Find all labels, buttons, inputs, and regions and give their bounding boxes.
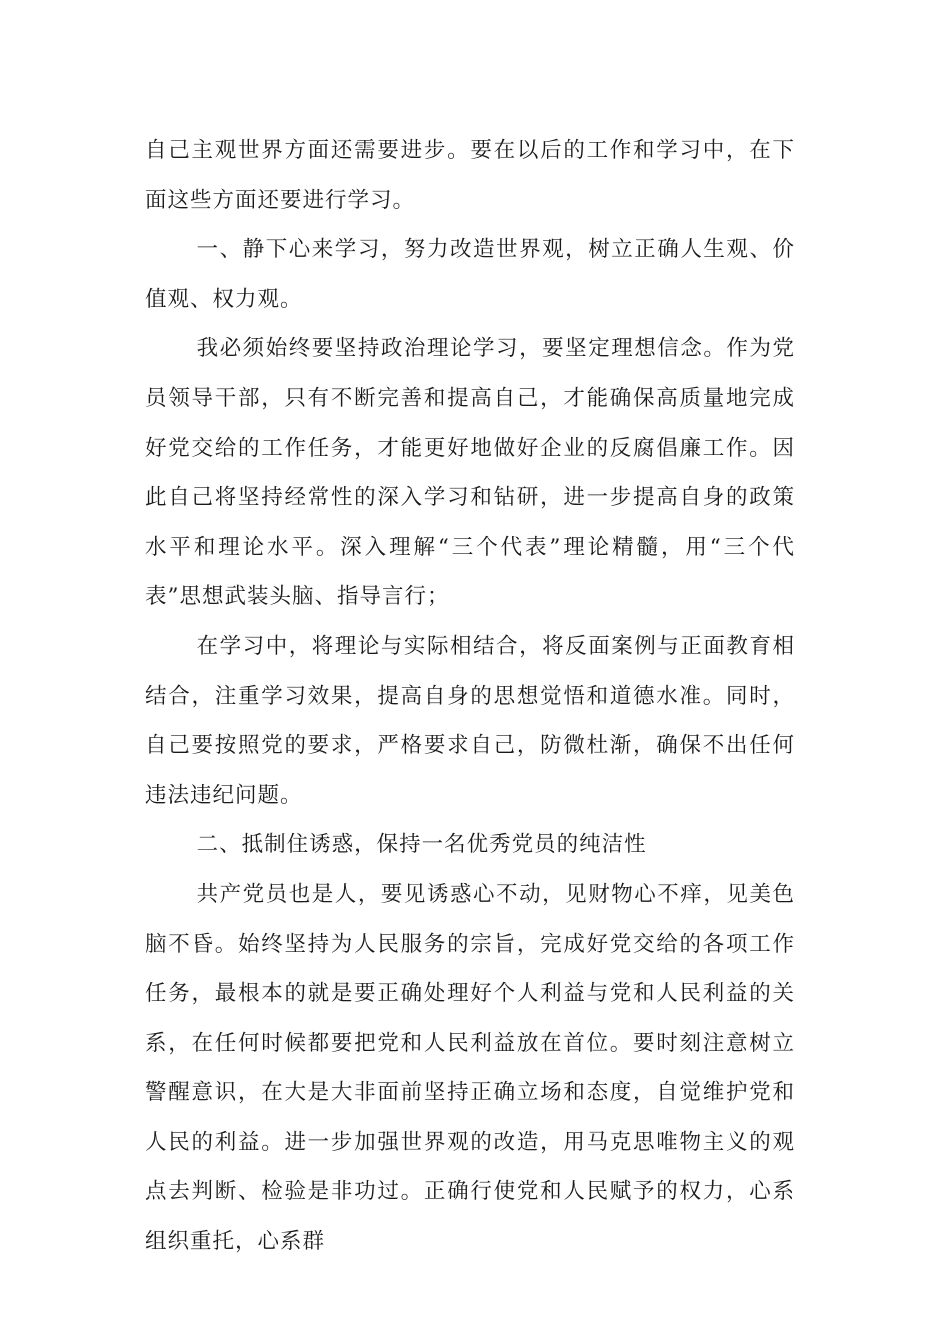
document-body [145,126,795,1267]
paragraph-intro: 自己主观世界方面还需要进步。要在以后的工作和学习中，在下面这些方面还要进行学习。 [145,138,795,213]
paragraph-practice: 在学习中，将理论与实际相结合，将反面案例与正面教育相结合，注重学习效果，提高自身的思想觉悟和道德水准。同时，自己要按照党的要求，严格要求自己，防微杜渐，确保不出任何违法违纪问题。 [145,633,795,808]
heading-section-one: 一、静下心来学习，努力改造世界观，树立正确人生观、价值观、权力观。 [145,237,795,312]
paragraph-theory-study: 我必须始终要坚持政治理论学习，要坚定理想信念。作为党员领导干部，只有不断完善和提高自己，才能确保高质量地完成好党交给的工作任务，才能更好地做好企业的反腐倡廉工作。因此自己将坚持经常性的深入学习和钻研，进一步提高自身的政策水平和理论水平。深入理解“三个代表”理论精髓，用“三个代表”思想武装头脑、指导言行； [145,336,795,610]
paragraph-resist-temptation: 共产党员也是人，要见诱惑心不动，见财物心不痒，见美色脑不昏。始终坚持为人民服务的宗旨，完成好党交给的各项工作任务，最根本的就是要正确处理好个人利益与党和人民利益的关系，在任何时候都要把党和人民利益放在首位。要时刻注意树立警醒意识，在大是大非面前坚持正确立场和态度，自觉维护党和人民的利益。进一步加强世界观的改造，用马克思唯物主义的观点去判断、检验是非功过。正确行使党和人民赋予的权力，心系组织重托，心系群 [145,881,795,1255]
heading-section-two: 二、抵制住诱惑，保持一名优秀党员的纯洁性 [196,832,647,858]
